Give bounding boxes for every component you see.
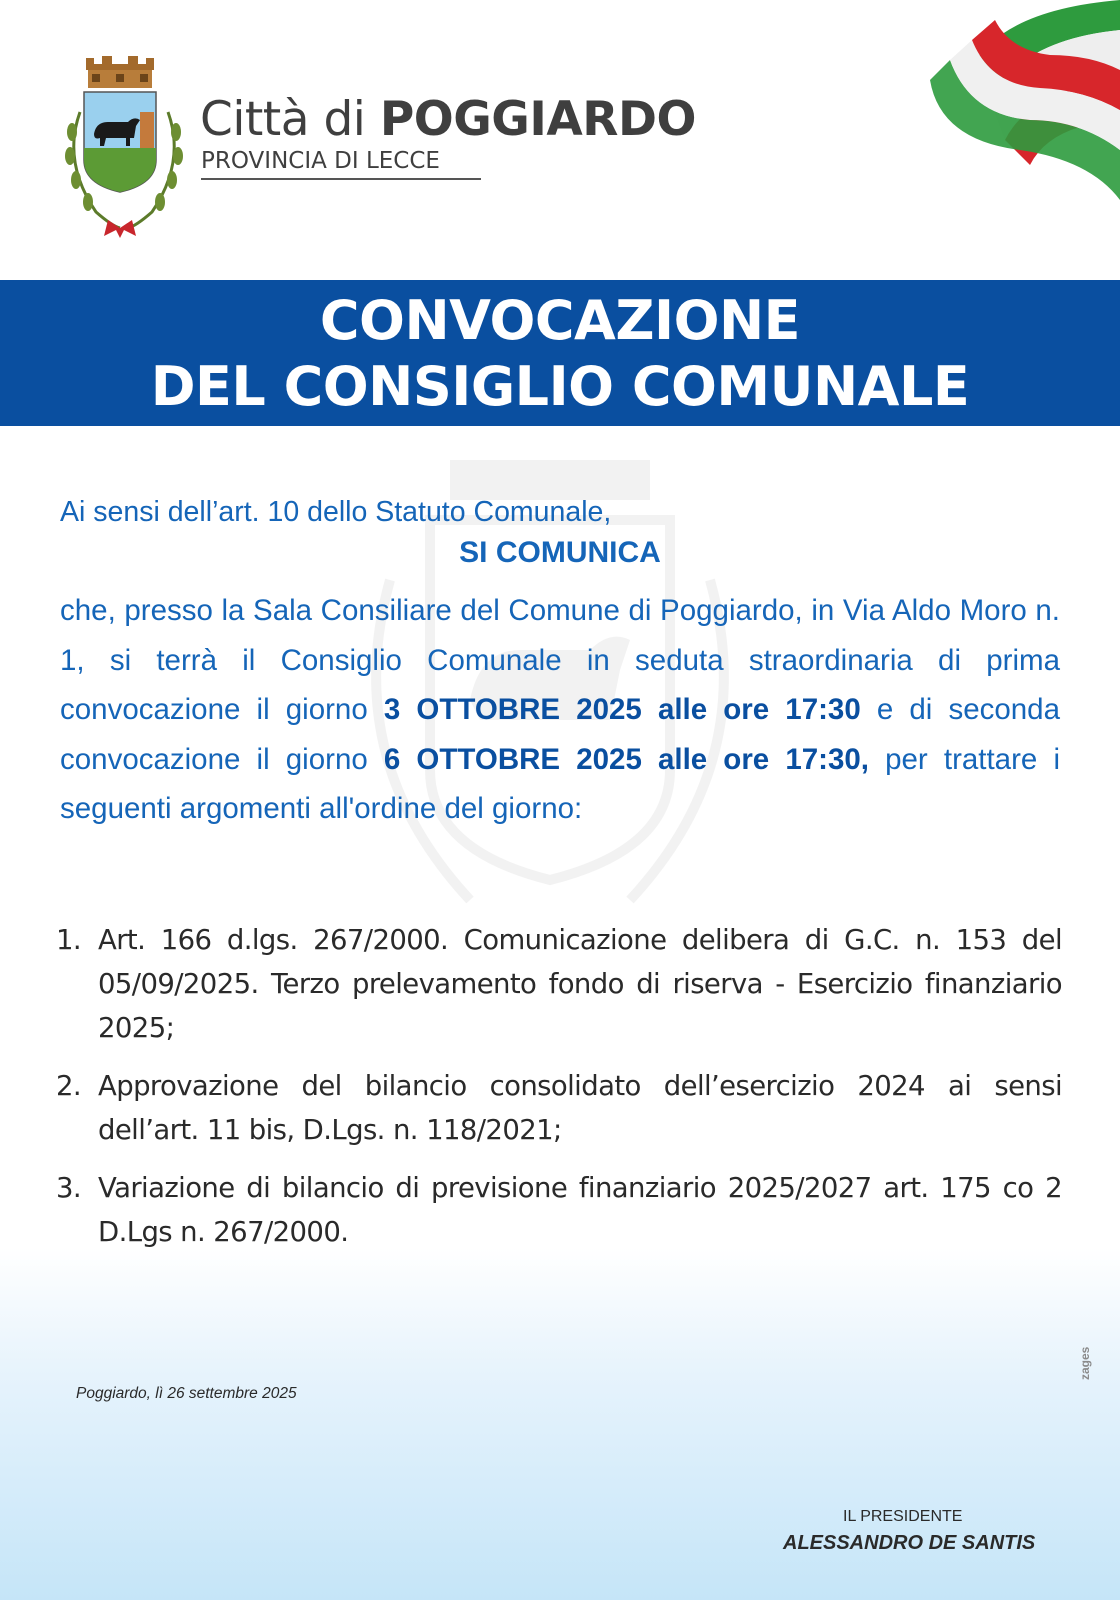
notice-body xyxy=(60,586,1060,834)
agenda-item-text: Approvazione del bilancio consolidato dell’esercizio 2024 ai sensi dell’art. 11 bis, D.Lgs. n. 118/2021; xyxy=(98,1070,1062,1146)
body-part-2: e di seconda convocazione il giorno xyxy=(60,693,1060,776)
agenda-item-text: Variazione di bilancio di previsione finanziario 2025/2027 art. 175 co 2 D.Lgs n. 267/2000. xyxy=(98,1172,1062,1248)
coat-of-arms-icon xyxy=(56,52,192,240)
intro-text: Ai sensi dell’art. 10 dello Statuto Comunale, xyxy=(60,496,612,528)
printer-logo: zages xyxy=(1078,1346,1092,1380)
city-prefix: Città di xyxy=(200,92,366,147)
city-title xyxy=(200,92,696,147)
body-part-1: che, presso la Sala Consiliare del Comune di Poggiardo, in Via Aldo Moro n. 1, si terrà il Consiglio Comunale in seduta straordinaria di prima convocazione il giorno xyxy=(60,594,1060,726)
banner-line-2: DEL CONSIGLIO COMUNALE xyxy=(150,355,970,418)
agenda-item-text: Art. 166 d.lgs. 267/2000. Comunicazione delibera di G.C. n. 153 del 05/09/2025. Terzo prelevamento fondo di riserva - Esercizio finanziario 2025; xyxy=(98,924,1062,1044)
agenda-item-number: 2. xyxy=(56,1070,82,1102)
banner-line-1: CONVOCAZIONE xyxy=(319,289,801,352)
si-comunica-heading: SI COMUNICA xyxy=(459,536,661,569)
agenda-item xyxy=(56,918,1062,1050)
italian-flag-ribbon-icon xyxy=(910,0,1120,220)
first-convocation-date: 3 OTTOBRE 2025 alle ore 17:30 xyxy=(383,693,861,726)
province-label: PROVINCIA DI LECCE xyxy=(201,148,481,180)
agenda-item-number: 3. xyxy=(56,1172,82,1204)
signature-label: IL PRESIDENTE xyxy=(843,1508,963,1525)
signature-name: ALESSANDRO DE SANTIS xyxy=(783,1532,1036,1554)
agenda-list xyxy=(56,918,1062,1268)
body-part-3: per trattare i seguenti argomenti all'ordine del giorno: xyxy=(60,742,1061,825)
agenda-item xyxy=(56,1064,1062,1152)
city-name: POGGIARDO xyxy=(379,92,696,147)
agenda-item-number: 1. xyxy=(56,924,82,956)
second-convocation-date: 6 OTTOBRE 2025 alle ore 17:30, xyxy=(383,742,869,776)
issue-date: Poggiardo, lì 26 settembre 2025 xyxy=(76,1385,297,1402)
title-banner xyxy=(0,280,1120,426)
agenda-item xyxy=(56,1166,1062,1254)
